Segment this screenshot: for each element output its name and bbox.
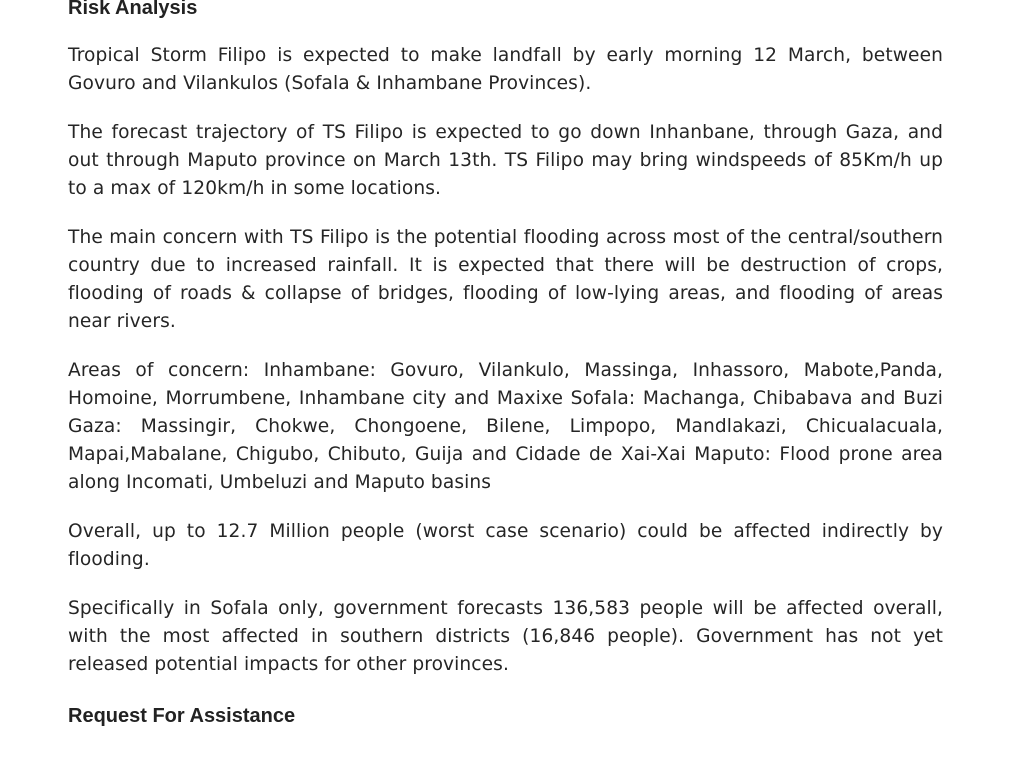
paragraph-overall-affected: Overall, up to 12.7 Million people (worst case scenario) could be affected indirectly by flooding. <box>68 521 943 570</box>
section-heading-risk-analysis: Risk Analysis <box>68 0 198 19</box>
paragraph-trajectory: The forecast trajectory of TS Filipo is expected to go down Inhanbane, through Gaza, and out through Maputo province on March 13th. TS Filipo may bring windspeeds of 85Km/h up to a max of 120km/h in some locations. <box>68 122 943 199</box>
paragraph-areas-of-concern: Areas of concern: Inhambane: Govuro, Vilankulo, Massinga, Inhassoro, Mabote,Panda, Homoine, Morrumbene, Inhambane city and Maxixe Sofala: Machanga, Chibabava and Buzi Gaza: Massingir, Chokwe, Chongoene, Bilene, Limpopo, Mandlakazi, Chicualacuala, Mapai,Mabalane, Chigubo, Chibuto, Guija and Cidade de Xai-Xai Maputo: Flood prone area along Incomati, Umbeluzi and Maputo basins <box>68 360 943 493</box>
document-content <box>68 0 943 767</box>
paragraph-main-concern: The main concern with TS Filipo is the potential flooding across most of the central/southern country due to increased rainfall. It is expected that there will be destruction of crops, flooding of roads & collapse of bridges, flooding of low-lying areas, and flooding of areas near rivers. <box>68 227 943 332</box>
paragraph-sofala-forecast: Specifically in Sofala only, government forecasts 136,583 people will be affected overall, with the most affected in southern districts (16,846 people). Government has not yet released potential impacts for other provinces. <box>68 598 943 675</box>
paragraph-landfall: Tropical Storm Filipo is expected to make landfall by early morning 12 March, between Govuro and Vilankulos (Sofala & Inhambane Provinces). <box>68 45 943 94</box>
cutoff-next-line <box>68 750 943 767</box>
section-heading-request-for-assistance: Request For Assistance <box>68 705 296 727</box>
